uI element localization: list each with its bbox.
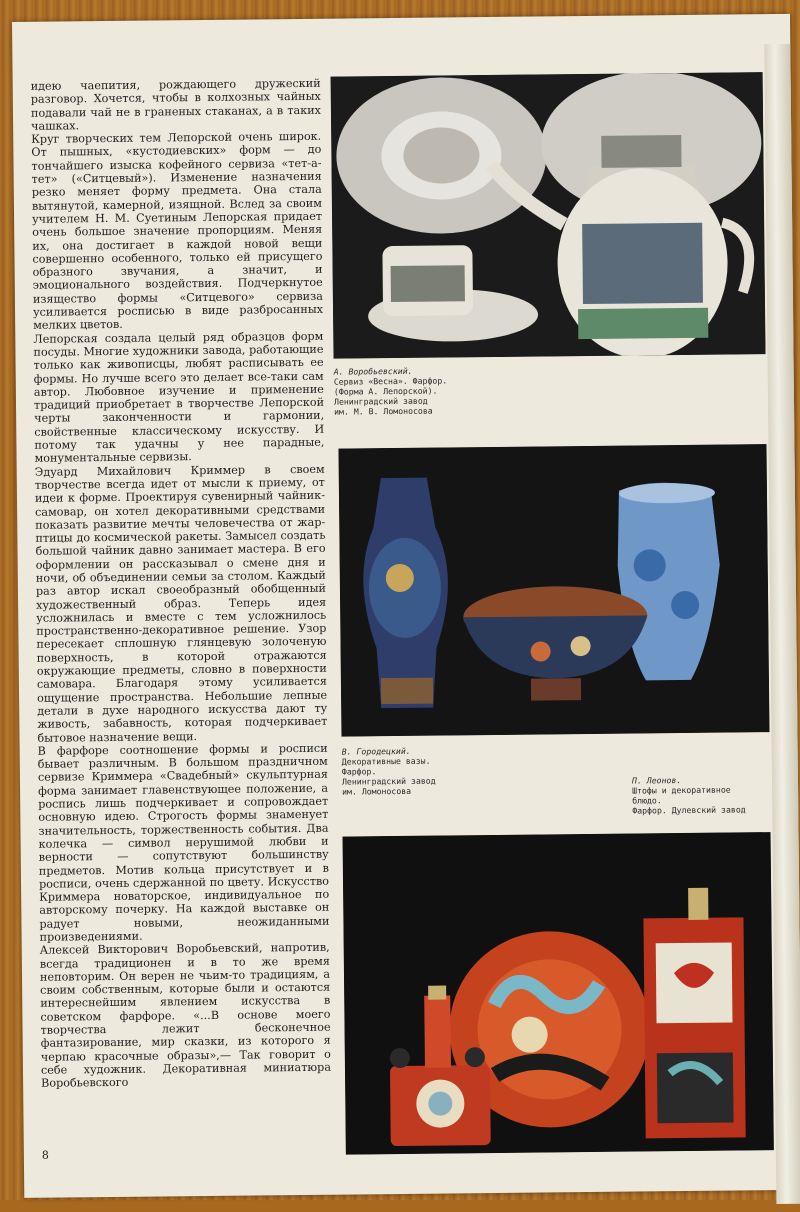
paragraph-6: Алексей Викторович Воробьевский, напротив, всегда традиционен и в то же время неповторим. Он верен не чьим-то традициям, а своим собственным, которые были и остаются интереснейшим явлением искусства в советском фарфоре. «...В основе моего творчества лежит бесконечное фантазирование, мир сказки, из которого я черпаю красочные образы»,— Так говорит о себе художник. Декоративная миниатюра Воробьевского [39, 941, 332, 1091]
caption-middle-left-line: им. Ломоносова [342, 785, 412, 797]
caption-top-line: (Форма А. Лепорской). [333, 385, 438, 397]
caption-middle-left-line: Ленинградский завод [341, 775, 436, 787]
caption-middle-right-line: блюдо. [632, 795, 662, 806]
magazine-page [12, 14, 800, 1198]
paragraph-2: Круг творческих тем Лепорской очень широк. От пышных, «кустодиевских» форм — до тончайшего изыска кофейного сервиза «тет-а-тет» («Ситцевый»). Изменение назначения резко меняет форму предмета. Она стала вытянутой, камерной, изящной. Вслед за своим учителем Н. М. Суетиным Лепорская придает очень большое значение пропорциям. Меняя их, она достигает в каждой новой вещи совершенно особенного, только ей присущего образного звучания, а значит, и эмоционального воздействия. Подчеркнутое изящество формы «Ситцевого» сервиза усиливается росписью в виде разбросанных мелких цветов. [31, 129, 324, 333]
caption-top-line: Ленинградский завод [333, 395, 428, 407]
tea-set-illustration [331, 72, 766, 359]
caption-middle-right-author: П. Леонов. [631, 775, 682, 786]
vases-illustration [338, 444, 769, 736]
caption-middle-left-line: Фарфор. [341, 766, 377, 777]
caption-top-line: Сервиз «Весна». Фарфор. [333, 375, 448, 387]
paragraph-4: Эдуард Михайлович Криммер в своем творчестве всегда идет от мысли к приему, от идеи к форме. Проектируя сувенирный чайник-самовар, он хотел декоративными средствами показать развитие мечты человечества от жар-птицы до космической ракеты. Замысел создать большой чайник давно занимает мастера. В его оформлении он рассказывал о смене дня и ночи, об объединении семьи за столом. Каждый раз автор искал своеобразный обобщенный художественный образ. Теперь идея усложнилась и вместе с тем усложнилось пространственно-декоративное решение. Узор пересекает сплошную глянцевую золоченую поверхность, в которой отражаются окружающие предметы, словно в поверхности самовара. Благодаря этому усиливается ощущение пространства. Небольшие лепные детали в духе народного искусства дают ту живость, забавность, которая подчеркивает бытовое назначение вещи. [34, 462, 328, 745]
caption-top-author: А. Воробьевский. [333, 365, 413, 377]
photo-vesna-tea-set [331, 72, 766, 359]
caption-top-line: им. М. В. Ломоносова [334, 405, 433, 417]
flasks-illustration [343, 832, 774, 1154]
paragraph-5: В фарфоре соотношение формы и росписи бывает различным. В большом праздничном сервизе Криммера «Свадебный» скульптурная форма занимает главенствующее положение, а роспись лишь подчеркивает и сопровождает основную идею. Строгость формы знаменует значительность, торжественность события. Два колечка — символ нерушимой любви и верности — сопутствуют большинству предметов. Мотив кольца присутствует и в росписи, очень сдержанной по цвету. Искусство Криммера новаторское, индивидуальное по авторскому почерку. На каждой выставке он радует новыми, неожиданными произведениями. [37, 741, 330, 944]
photo-decorative-vases [338, 444, 769, 736]
caption-middle-left-author: В. Городецкий. [341, 745, 411, 757]
photo-flasks-and-plate [343, 832, 774, 1154]
caption-top [334, 365, 515, 417]
caption-middle-right [632, 774, 772, 815]
caption-middle-left-line: Декоративные вазы. [341, 755, 431, 767]
paragraph-3: Лепорская создала целый ряд образцов форм посуды. Многие художники завода, работающие только как живописцы, любят расписывать ее формы. Но лучше всего это делает все-таки сам автор. Любовное изучение и применение традиций приобретает в творчестве Лепорской черты законченности и гармонии, свойственные классическому искусству. И потому так удачны у нее парадные, монументальные сервизы. [33, 329, 325, 466]
caption-middle-right-line: Штофы и декоративное [632, 784, 731, 796]
paragraph-1: идею чаепития, рождающего дружеский разговор. Хочется, чтобы в колхозных чайных подавали чай не в граненых стаканах, а в таких чашках. [30, 76, 322, 133]
caption-middle-right-line: Фарфор. Дулевский завод [632, 804, 746, 816]
caption-middle-left [342, 745, 523, 797]
page-number: 8 [41, 1148, 49, 1162]
article-text-column [31, 77, 332, 1091]
